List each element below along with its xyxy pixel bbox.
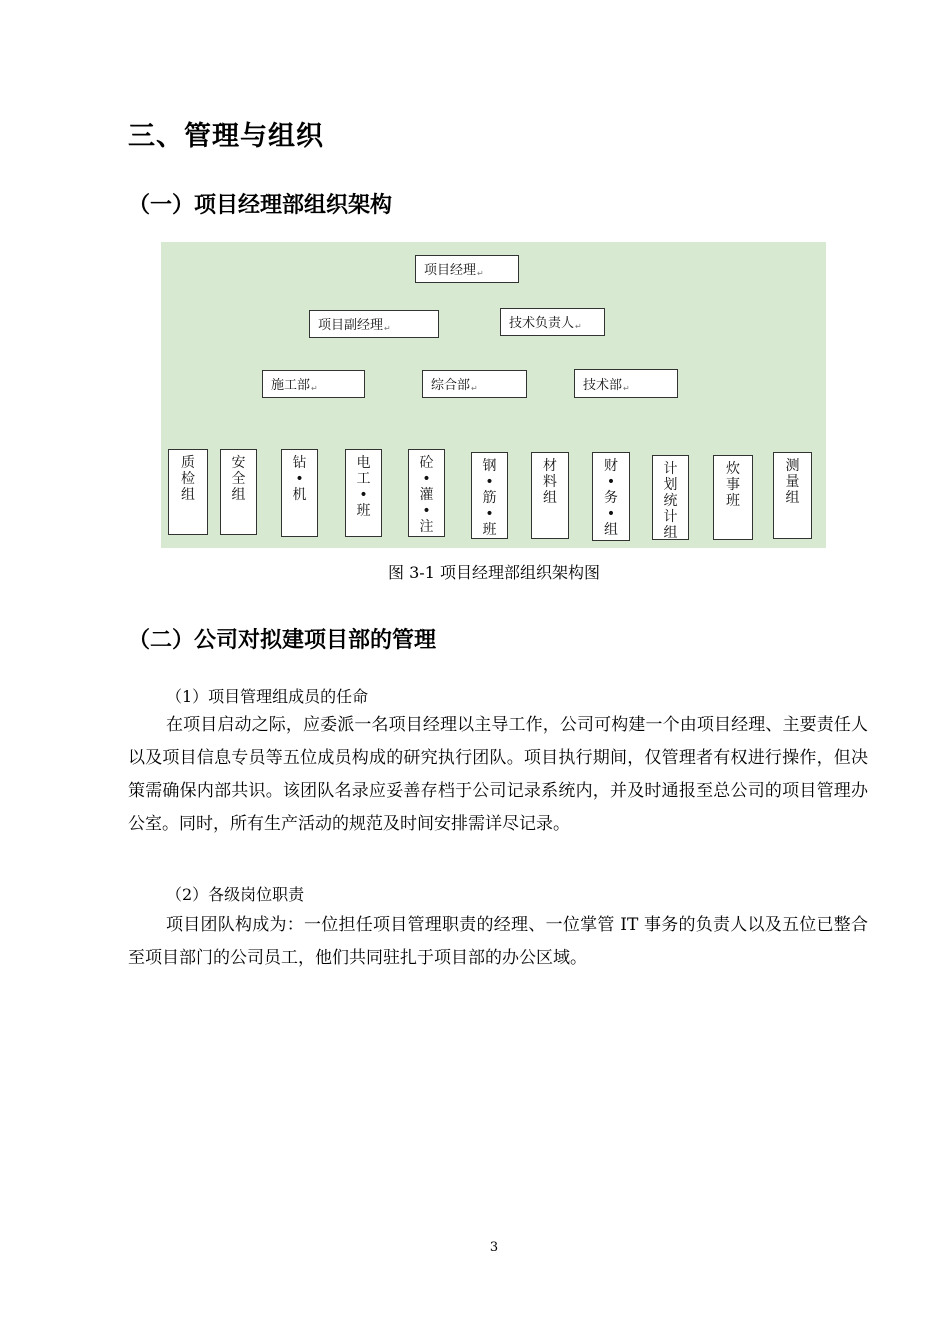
org-box-team: 钢•筋•班 <box>471 452 508 539</box>
org-box-team: 计划统计组 <box>652 455 689 540</box>
org-box-team: 安全组 <box>220 449 257 535</box>
org-box-manager: 项目经理 ↵ <box>415 255 519 283</box>
figure-caption: 图 3-1 项目经理部组织架构图 <box>388 563 600 582</box>
org-box-team: 炊事班 <box>713 455 753 540</box>
org-box-team: 财•务•组 <box>592 452 630 541</box>
page-number: 3 <box>489 1240 499 1255</box>
item2-heading: （2）各级岗位职责 <box>166 885 305 904</box>
org-box-deputy-manager: 项目副经理 ↵ <box>309 310 439 338</box>
section-title: 三、管理与组织 <box>128 121 324 152</box>
org-box-team: 砼•灌•注 <box>408 449 445 537</box>
org-box-technical-lead: 技术负责人 ↵ <box>500 308 605 336</box>
subsection-title-org-structure: （一）项目经理部组织架构 <box>128 193 393 218</box>
org-box-department: 技术部 ↵ <box>574 369 678 398</box>
item1-heading: （1）项目管理组成员的任命 <box>166 687 369 706</box>
item2-paragraph: 项目团队构成为：一位担任项目管理职责的经理、一位掌管 IT 事务的负责人以及五位已整合至项目部门的公司员工，他们共同驻扎于项目部的办公区域。 <box>128 915 868 968</box>
org-box-department: 施工部 ↵ <box>262 370 365 398</box>
org-box-team: 材料组 <box>531 452 569 539</box>
subsection-title-company-management: （二）公司对拟建项目部的管理 <box>128 628 437 653</box>
org-box-team: 质检组 <box>168 449 208 535</box>
org-box-team: 电工•班 <box>345 449 382 537</box>
item1-paragraph: 在项目启动之际，应委派一名项目经理以主导工作，公司可构建一个由项目经理、主要责任人以及项目信息专员等五位成员构成的研究执行团队。项目执行期间，仅管理者有权进行操作，但决策需确保内部共识。该团队名录应妥善存档于公司记录系统内，并及时通报至总公司的项目管理办公室。同时，所有生产活动的规范及时间安排需详尽记录。 <box>128 715 868 834</box>
org-box-team: 钻•机 <box>281 449 318 537</box>
org-box-team: 测量组 <box>773 452 812 539</box>
org-box-department: 综合部 ↵ <box>422 370 527 398</box>
